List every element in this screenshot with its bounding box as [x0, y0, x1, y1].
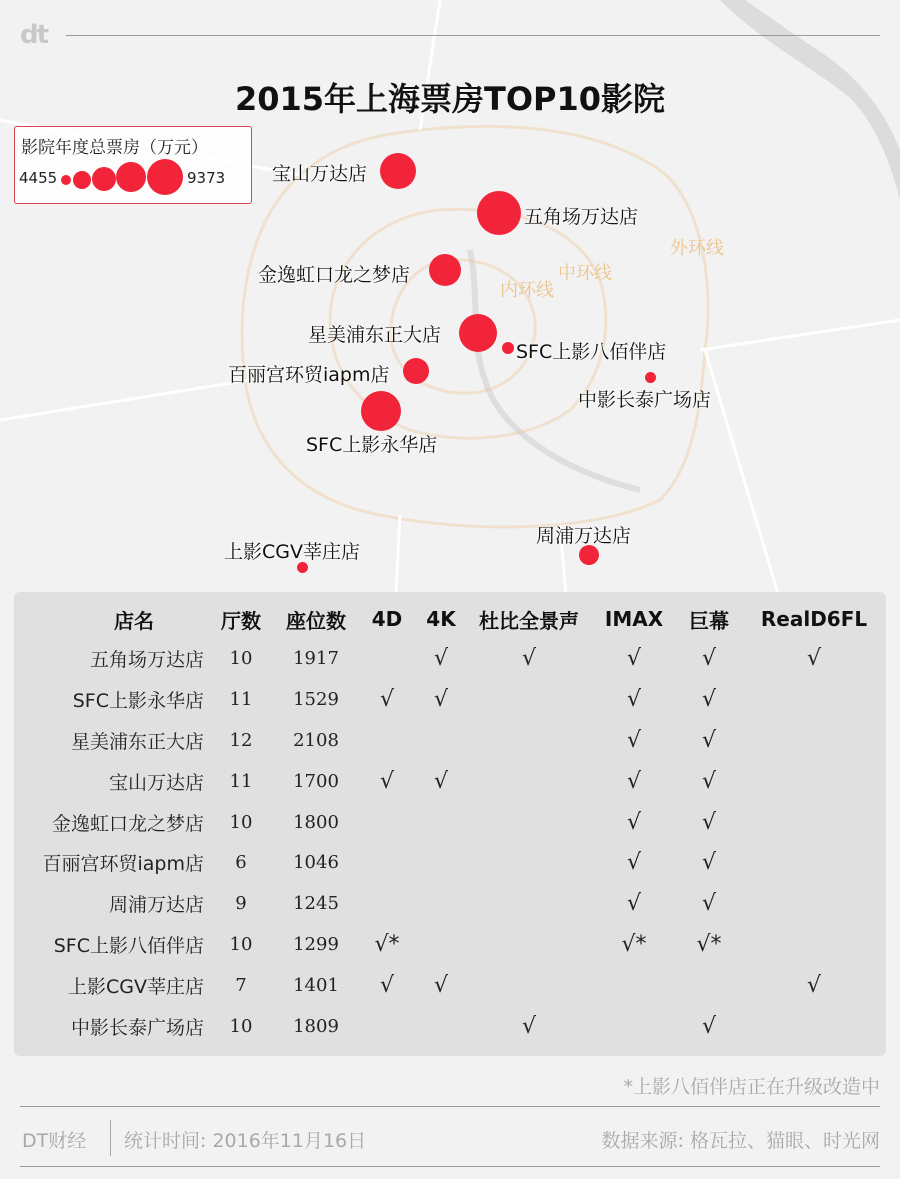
footer-rule-bottom	[20, 1166, 880, 1167]
cinema-dot-hongkou[interactable]	[429, 254, 461, 286]
cell-feature-mark	[466, 679, 592, 720]
cinema-dot-babaiban[interactable]	[502, 342, 514, 354]
cell-feature-mark: √*	[621, 932, 647, 958]
cinema-label-baoshan: 宝山万达店	[272, 163, 368, 185]
legend-title: 影院年度总票房（万元）	[21, 138, 208, 158]
cell-feature-mark	[416, 924, 466, 965]
cell-number: 1299	[293, 934, 339, 956]
cell-feature-mark: √	[379, 973, 395, 999]
cell-cinema-name: 星美浦东正大店	[70, 730, 204, 753]
cinema-label-pudong-zhengda: 星美浦东正大店	[308, 324, 442, 346]
cell-cinema-name: SFC上影永华店	[72, 689, 204, 712]
footnote: *上影八佰伴店正在升级改造中	[623, 1076, 880, 1098]
cell-feature-mark: √	[521, 1013, 537, 1039]
cell-feature-mark	[358, 638, 416, 679]
column-header: 4D	[371, 607, 403, 631]
cell-feature-mark	[676, 965, 742, 1006]
column-header: 杜比全景声	[479, 608, 579, 633]
cell-number: 11	[229, 770, 253, 792]
cell-feature-mark: √	[701, 809, 717, 835]
cell-feature-mark	[742, 802, 886, 843]
cell-number: 10	[229, 934, 253, 956]
cell-feature-mark	[466, 802, 592, 843]
column-header: RealD6FL	[760, 607, 868, 631]
legend-dot-2	[73, 171, 91, 189]
cell-feature-mark	[358, 883, 416, 924]
cell-number: 10	[229, 647, 253, 669]
legend-max-value: 9373	[187, 169, 226, 187]
cell-feature-mark	[742, 883, 886, 924]
cinema-label-xinzhuang: 上影CGV莘庄店	[224, 541, 360, 563]
legend-dot-4	[116, 162, 146, 192]
cell-number: 1529	[293, 688, 339, 710]
table-row	[14, 720, 886, 761]
cell-feature-mark: √	[521, 645, 537, 671]
cell-number: 1800	[293, 811, 339, 833]
cell-cinema-name: 五角场万达店	[89, 648, 204, 671]
cell-cinema-name: 宝山万达店	[108, 771, 204, 794]
legend-min-value: 4455	[19, 169, 58, 187]
legend-dot-3	[92, 167, 116, 191]
cell-number: 1809	[293, 1015, 339, 1037]
footer-rule-top	[20, 1106, 880, 1107]
cell-feature-mark: √	[433, 645, 449, 671]
cinema-dot-wujiaochang[interactable]	[477, 191, 521, 235]
cinema-dot-pudong-zhengda[interactable]	[459, 314, 497, 352]
cell-feature-mark: √	[379, 768, 395, 794]
table-row	[14, 638, 886, 679]
header-rule	[66, 35, 880, 36]
cell-feature-mark: √	[701, 768, 717, 794]
footer-separator	[110, 1120, 111, 1156]
dt-logo: dt	[20, 20, 48, 50]
cell-number: 6	[235, 852, 247, 874]
cell-number: 10	[229, 811, 253, 833]
cinema-label-babaiban: SFC上影八佰伴店	[516, 341, 667, 363]
cell-cinema-name: SFC上影八佰伴店	[53, 935, 204, 958]
cell-feature-mark	[466, 842, 592, 883]
cell-feature-mark	[416, 842, 466, 883]
page-title: 2015年上海票房TOP10影院	[234, 80, 666, 118]
footer-data-source: 数据来源: 格瓦拉、猫眼、时光网	[601, 1130, 880, 1152]
column-header: 巨幕	[689, 608, 729, 633]
cinema-dot-zhoupu[interactable]	[579, 545, 599, 565]
cell-feature-mark	[742, 842, 886, 883]
cell-feature-mark	[742, 761, 886, 802]
cinema-dot-yonghua[interactable]	[361, 391, 401, 431]
footer-brand: DT财经	[22, 1130, 87, 1152]
column-header: 4K	[426, 607, 456, 631]
cinema-dot-baoshan[interactable]	[380, 153, 416, 189]
cell-feature-mark: √	[626, 686, 642, 712]
cell-feature-mark: √	[701, 1013, 717, 1039]
cell-cinema-name: 金逸虹口龙之梦店	[51, 812, 204, 835]
cell-number: 1401	[293, 975, 339, 997]
cinema-label-yonghua: SFC上影永华店	[306, 434, 438, 456]
cell-cinema-name: 中影长泰广场店	[70, 1016, 204, 1039]
ring-label-outer: 外环线	[670, 238, 724, 259]
legend-dot-5	[147, 159, 183, 195]
cell-feature-mark	[416, 883, 466, 924]
cell-feature-mark	[742, 720, 886, 761]
column-header: 厅数	[221, 608, 261, 633]
table-row	[14, 883, 886, 924]
cell-feature-mark	[416, 802, 466, 843]
table-row	[14, 924, 886, 965]
cell-feature-mark	[466, 924, 592, 965]
cell-feature-mark	[466, 720, 592, 761]
cell-feature-mark	[358, 802, 416, 843]
cell-number: 1046	[293, 852, 339, 874]
ring-label-inner: 内环线	[500, 280, 554, 301]
cinema-dot-changtai[interactable]	[645, 372, 656, 383]
cell-feature-mark	[742, 679, 886, 720]
cell-feature-mark	[466, 883, 592, 924]
cell-feature-mark: √	[701, 891, 717, 917]
cell-number: 9	[235, 893, 247, 915]
cell-feature-mark	[466, 761, 592, 802]
cell-feature-mark: √	[701, 727, 717, 753]
cell-feature-mark	[592, 1006, 676, 1047]
cell-feature-mark	[742, 1006, 886, 1047]
cell-feature-mark: √	[433, 768, 449, 794]
cell-number: 1700	[293, 770, 339, 792]
cinema-label-hongkou: 金逸虹口龙之梦店	[258, 264, 411, 286]
column-header: IMAX	[604, 607, 664, 631]
table-row	[14, 679, 886, 720]
table-row	[14, 965, 886, 1006]
cell-feature-mark: √*	[696, 932, 722, 958]
cell-feature-mark: √	[626, 891, 642, 917]
cell-feature-mark: √	[701, 686, 717, 712]
cell-cinema-name: 周浦万达店	[108, 894, 204, 917]
column-header: 座位数	[286, 608, 346, 633]
cell-feature-mark: √*	[374, 932, 400, 958]
cell-feature-mark: √	[626, 768, 642, 794]
footer-stat-time: 统计时间: 2016年11月16日	[124, 1130, 367, 1152]
cell-feature-mark: √	[626, 809, 642, 835]
cell-feature-mark: √	[701, 645, 717, 671]
legend-dot-1	[61, 175, 71, 185]
cell-feature-mark: √	[806, 645, 822, 671]
column-header: 店名	[114, 608, 154, 633]
cell-feature-mark	[416, 720, 466, 761]
table-row	[14, 802, 886, 843]
cell-feature-mark	[592, 965, 676, 1006]
cell-feature-mark	[358, 842, 416, 883]
table-header-row	[14, 600, 886, 638]
cinema-dot-iapm[interactable]	[403, 358, 429, 384]
cell-feature-mark: √	[806, 973, 822, 999]
cell-number: 1245	[293, 893, 339, 915]
cell-number: 7	[235, 975, 247, 997]
cell-number: 1917	[293, 647, 339, 669]
cell-feature-mark	[358, 720, 416, 761]
river-huangpu-inner	[470, 250, 640, 490]
cell-feature-mark: √	[433, 973, 449, 999]
cell-cinema-name: 百丽宫环贸iapm店	[42, 853, 204, 876]
table-row	[14, 1006, 886, 1047]
cell-feature-mark: √	[433, 686, 449, 712]
cell-feature-mark	[742, 924, 886, 965]
cell-feature-mark: √	[626, 727, 642, 753]
cell-number: 11	[229, 688, 253, 710]
cinema-label-wujiaochang: 五角场万达店	[524, 206, 639, 228]
cell-number: 10	[229, 1015, 253, 1037]
cell-number: 2108	[293, 729, 339, 751]
table-row	[14, 761, 886, 802]
cell-feature-mark: √	[701, 850, 717, 876]
cell-feature-mark: √	[626, 645, 642, 671]
cell-number: 12	[229, 729, 253, 751]
cinema-label-zhoupu: 周浦万达店	[536, 525, 632, 547]
cell-feature-mark	[416, 1006, 466, 1047]
cell-feature-mark	[466, 965, 592, 1006]
cinema-label-changtai: 中影长泰广场店	[578, 389, 712, 411]
cinema-label-iapm: 百丽宫环贸iapm店	[228, 364, 390, 386]
cell-feature-mark: √	[379, 686, 395, 712]
cinema-feature-table	[14, 600, 886, 1047]
ring-label-middle: 中环线	[558, 263, 612, 284]
cell-feature-mark: √	[626, 850, 642, 876]
cell-feature-mark	[358, 1006, 416, 1047]
table-row	[14, 842, 886, 883]
cell-cinema-name: 上影CGV莘庄店	[68, 976, 204, 999]
size-legend	[14, 126, 252, 204]
